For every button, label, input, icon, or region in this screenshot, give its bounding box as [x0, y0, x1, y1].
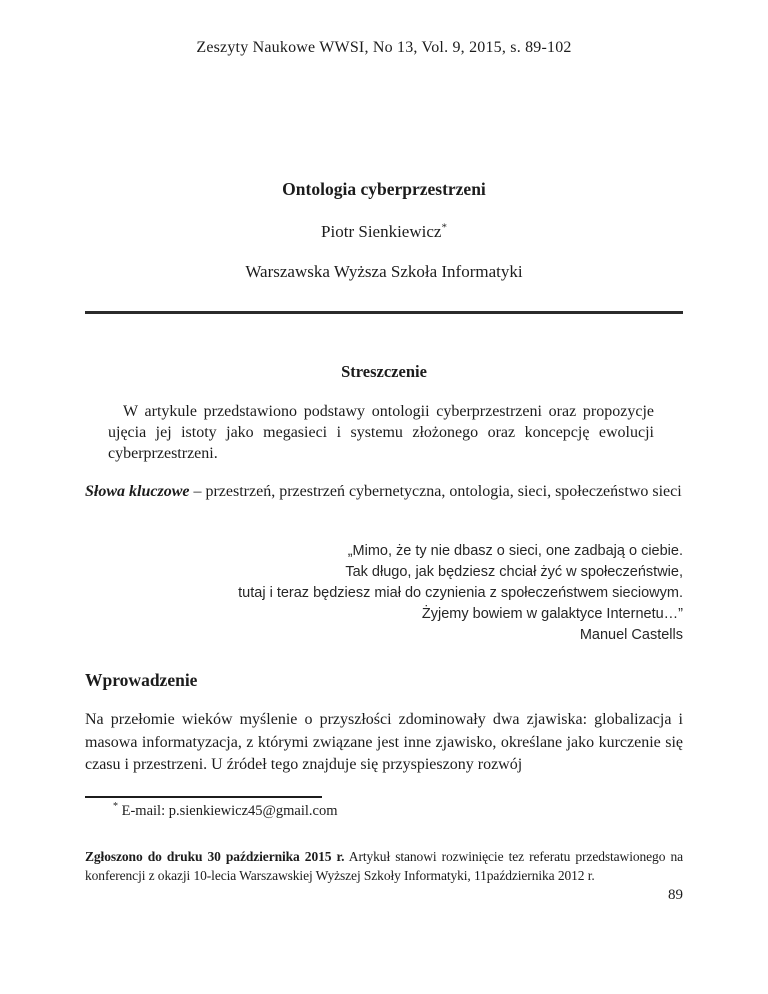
quote-line: „Mimo, że ty nie dbasz o sieci, one zadbają o ciebie. — [347, 543, 683, 559]
submission-note-text: Artykuł stanowi rozwinięcie tez referatu przedstawionego na konferencji z okazji 10-lecia Warszawskiej Wyższej Szkoły Informatyki, 11października 2012 r. — [85, 848, 683, 883]
keywords-label: Słowa kluczowe — [85, 483, 190, 500]
article-author — [85, 221, 683, 242]
quote-attribution: Manuel Castells — [579, 627, 683, 643]
epigraph-quote — [85, 541, 683, 646]
author-footnote-mark: * — [441, 221, 447, 234]
introduction-heading: Wprowadzenie — [85, 670, 198, 690]
author-name: Piotr Sienkiewicz — [321, 222, 442, 241]
abstract-text: W artykule przedstawiono podstawy ontologii cyberprzestrzeni oraz propozycje ujęcia jej istoty jako megasieci i systemu złożonego oraz koncepcję ewolucji cyberprzestrzeni. — [108, 403, 654, 462]
footnote-email-text: E-mail: p.sienkiewicz45@gmail.com — [118, 802, 338, 819]
title-divider-rule — [85, 311, 683, 314]
journal-header: Zeszyty Naukowe WWSI, No 13, Vol. 9, 2015, s. 89-102 — [196, 39, 572, 56]
abstract-heading: Streszczenie — [341, 362, 427, 381]
introduction-paragraph: Na przełomie wieków myślenie o przyszłości zdominowały dwa zjawiska: globalizacja i masowa informatyzacja, z którymi związane jest inne zjawisko, określane jako kurczenie się czasu i przestrzeni. U źródeł tego znajduje się przyspieszony rozwój — [85, 711, 683, 773]
footnote-divider-rule — [85, 796, 322, 798]
author-footnote — [85, 802, 683, 820]
keywords — [85, 481, 683, 503]
page-number: 89 — [668, 886, 683, 903]
submission-note — [85, 847, 683, 885]
article-title: Ontologia cyberprzestrzeni — [282, 179, 486, 199]
quote-line: Tak długo, jak będziesz chciał żyć w społeczeństwie, — [345, 564, 683, 580]
quote-line: tutaj i teraz będziesz miał do czynienia z społeczeństwem sieciowym. — [238, 585, 683, 601]
keywords-separator: – — [189, 483, 206, 500]
footnote-mark: * — [113, 800, 118, 812]
submission-date-bold: Zgłoszono do druku 30 października 2015 r. — [85, 848, 345, 864]
article-affiliation: Warszawska Wyższa Szkoła Informatyki — [245, 262, 523, 281]
quote-line: Żyjemy bowiem w galaktyce Internetu…” — [421, 606, 683, 622]
keywords-list: przestrzeń, przestrzeń cybernetyczna, ontologia, sieci, społeczeństwo sieci — [205, 483, 682, 500]
